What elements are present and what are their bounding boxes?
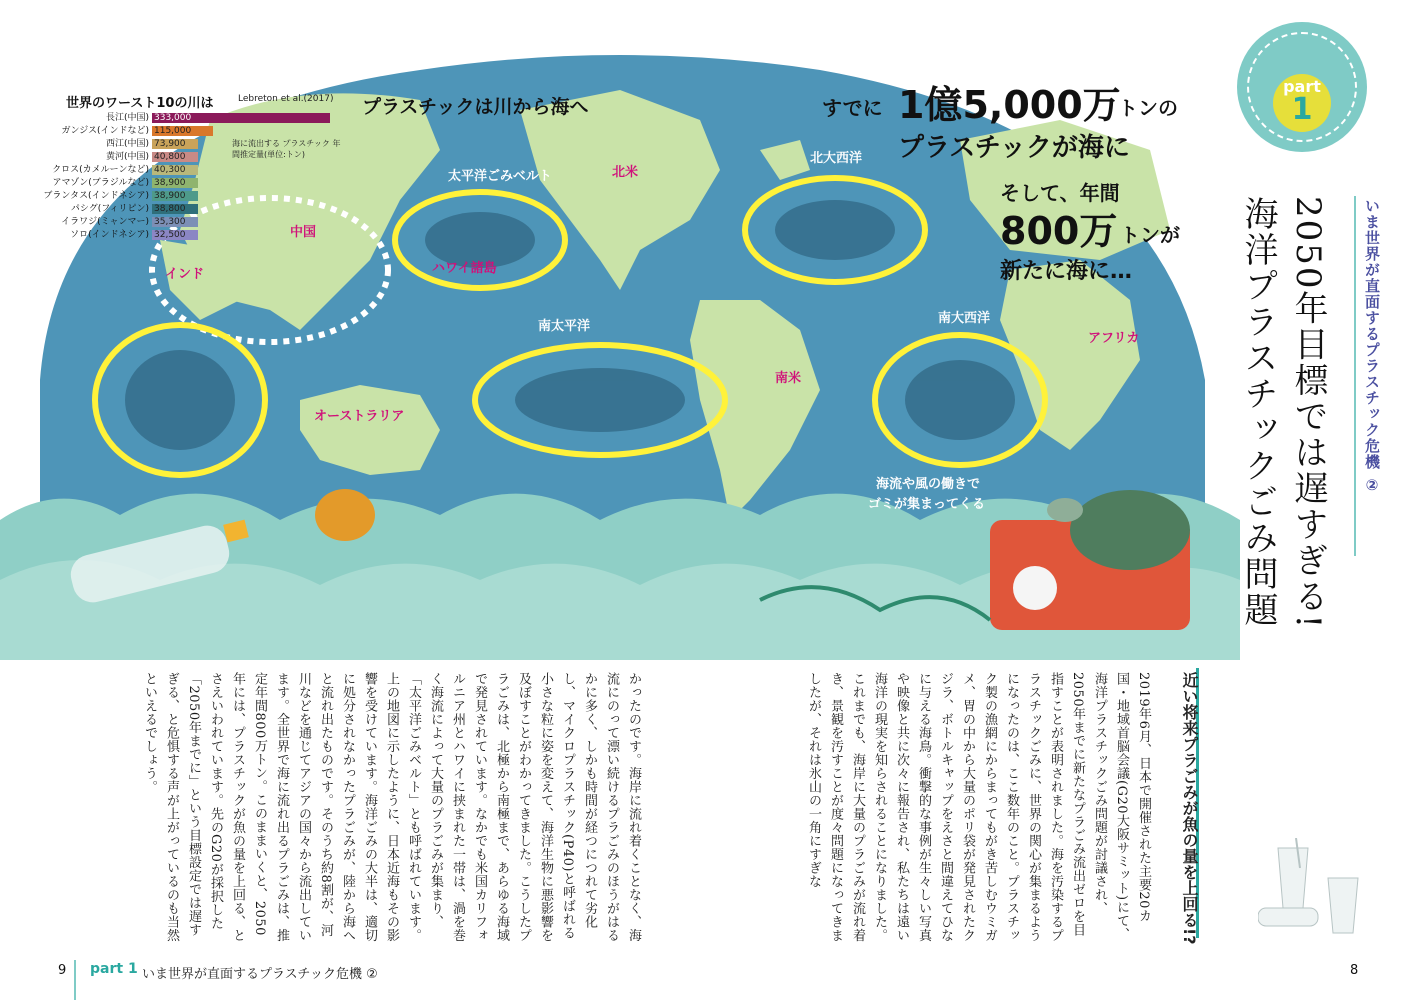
headline-line5: 新たに海に…	[1000, 259, 1133, 284]
river-row	[14, 203, 334, 215]
river-row	[14, 151, 334, 163]
headline-line3: そして、年間	[1000, 181, 1120, 205]
river-row	[14, 138, 334, 150]
river-name: イラワジ(ミャンマー)	[61, 217, 149, 227]
label-pacific-gyre: 太平洋ごみベルト	[448, 169, 552, 184]
headline-line1-suffix: トンの	[1118, 96, 1178, 120]
label-china: 中国	[290, 225, 317, 240]
title-line-1: 2050年目標では遅すぎる!	[1288, 196, 1328, 631]
river-chart-title: 世界のワースト10の川は	[66, 96, 214, 111]
plastic-cups-icon	[1258, 838, 1378, 938]
river-name: クロス(カメルーンなど)	[52, 165, 149, 175]
river-name: パシグ(フィリピン)	[70, 204, 149, 214]
chapter-rule	[1354, 196, 1356, 556]
river-value: 35,300	[154, 217, 186, 227]
river-name: 黄河(中国)	[105, 152, 149, 162]
river-name: 長江(中国)	[105, 113, 149, 123]
river-value: 32,500	[154, 230, 186, 240]
footer-part: part 1	[90, 961, 138, 977]
label-south-america: 南米	[775, 371, 802, 386]
page-number-left: 9	[58, 963, 67, 978]
part-badge	[1237, 22, 1367, 152]
headline-line4-big: 800万	[1000, 209, 1118, 253]
label-india: インド	[165, 267, 205, 282]
page-number-right: 8	[1350, 963, 1359, 978]
river-row	[14, 216, 334, 228]
river-name: ソロ(インドネシア)	[70, 230, 149, 240]
river-row	[14, 229, 334, 241]
river-value: 38,900	[154, 191, 186, 201]
river-value: 38,900	[154, 178, 186, 188]
river-name: 西江(中国)	[105, 139, 149, 149]
footer-rule	[74, 960, 76, 1000]
title-line-2: 海洋プラスチックごみ問題	[1238, 196, 1278, 628]
river-row	[14, 190, 334, 202]
badge-part-number: 1	[1291, 92, 1313, 127]
river-ranking-chart	[14, 92, 354, 252]
label-north-atlantic: 北大西洋	[810, 151, 863, 166]
label-hawaii: ハワイ諸島	[432, 261, 497, 276]
river-value: 40,300	[154, 165, 186, 175]
river-chart-note: 海に流出する プラスチック 年間推定量(単位:トン)	[232, 139, 341, 159]
label-africa: アフリカ	[1088, 331, 1140, 346]
river-row	[14, 125, 334, 137]
map-caption-line2: ゴミが集まってくる	[868, 497, 986, 512]
river-heading: プラスチックは川から海へ	[362, 96, 589, 118]
headline-line1-big: 1億5,000万	[898, 83, 1121, 127]
river-row	[14, 112, 334, 124]
chapter-label: いま世界が直面するプラスチック危機 ②	[1363, 198, 1381, 496]
river-value: 40,800	[154, 152, 186, 162]
footer-chapter: いま世界が直面するプラスチック危機 ②	[142, 967, 378, 982]
label-south-atlantic: 南大西洋	[938, 311, 991, 326]
headline-line1-prefix: すでに	[822, 96, 883, 120]
headline-line4-suffix: トンが	[1120, 223, 1180, 247]
river-value: 115,000	[154, 126, 192, 136]
label-australia: オーストラリア	[314, 409, 405, 424]
sub-head: 近い将来プラごみが魚の量を上回る!?	[1180, 672, 1199, 945]
river-chart-source: Lebreton et al.(2017)	[238, 94, 334, 104]
body-text-left: かったのです。海岸に流れ着くことなく、海流にのって漂い続けるプラごみのほうがはるかに多く、しかも時間が経つにつれて劣化し、マイクロプラスチック(P40)と呼ばれる小さな粒に姿を変えて、海洋生物に悪影響を及ぼすことがわかってきました。こうしたプラごみは、北極から南極まで、あらゆる海域で発見されています。なかでも米国カリフォルニア州とハワイに挟まれた一帯は、渦を巻く海流によって大量のプラごみが集まり、「太平洋ごみベルト」とも呼ばれています。上の地図に示したように、日本近海もその影響を受けています。海洋ごみの大半は、適切に処分されなかったプラごみが、陸から海へと流れ出たものです。そのうち約8割が、河川などを通じてアジアの国々から流出しています。全世界で海に流れ出るプラごみは、推定年間800万トン。このままいくと、2050年には、プラスチックが魚の量を上回る、とさえいわれています。先のG20が採択した「2050年までに」という目標設定では遅すぎる、と危惧する声が上がっているのも当然といえるでしょう。	[142, 672, 641, 942]
river-value: 333,000	[154, 113, 192, 123]
river-row	[14, 164, 334, 176]
river-name: ブランタス(インドネシア)	[43, 191, 149, 201]
river-row	[14, 177, 334, 189]
river-name: ガンジス(インドなど)	[61, 126, 149, 136]
headline-line2: プラスチックが海に	[898, 133, 1130, 163]
river-value: 73,900	[154, 139, 186, 149]
river-value: 38,800	[154, 204, 186, 214]
label-south-pacific: 南太平洋	[538, 319, 591, 334]
map-caption-line1: 海流や風の働きで	[876, 477, 981, 492]
label-north-america: 北米	[612, 165, 639, 180]
river-name: アマゾン(ブラジルなど)	[52, 178, 149, 188]
body-text-right: 2019年6月、日本で開催された主要20カ国・地域首脳会議(G20大阪サミット)にて、海洋プラスチックごみ問題が討議され、2050年までに新たなプラごみ流出ゼロを目指すことが表明されました。海を汚染するプラスチックごみに、世界の関心が集まるようになったのは、ここ数年のこと。プラスチック製の漁網にからまってもがき苦しむウミガメ、胃の中から大量のポリ袋が発見されたクジラ、ボトルキャップをえさと間違えてひなに与える海鳥。衝撃的な事例が生々しい写真や映像と共に次々に報告され、私たちは遠い海洋の現実を知らされることになりました。これまでも、海岸に大量のプラごみが流れ着き、景観を汚すことが度々問題になってきましたが、それは氷山の一角にすぎな	[806, 672, 1151, 942]
badge-part-word: part	[1283, 77, 1321, 96]
